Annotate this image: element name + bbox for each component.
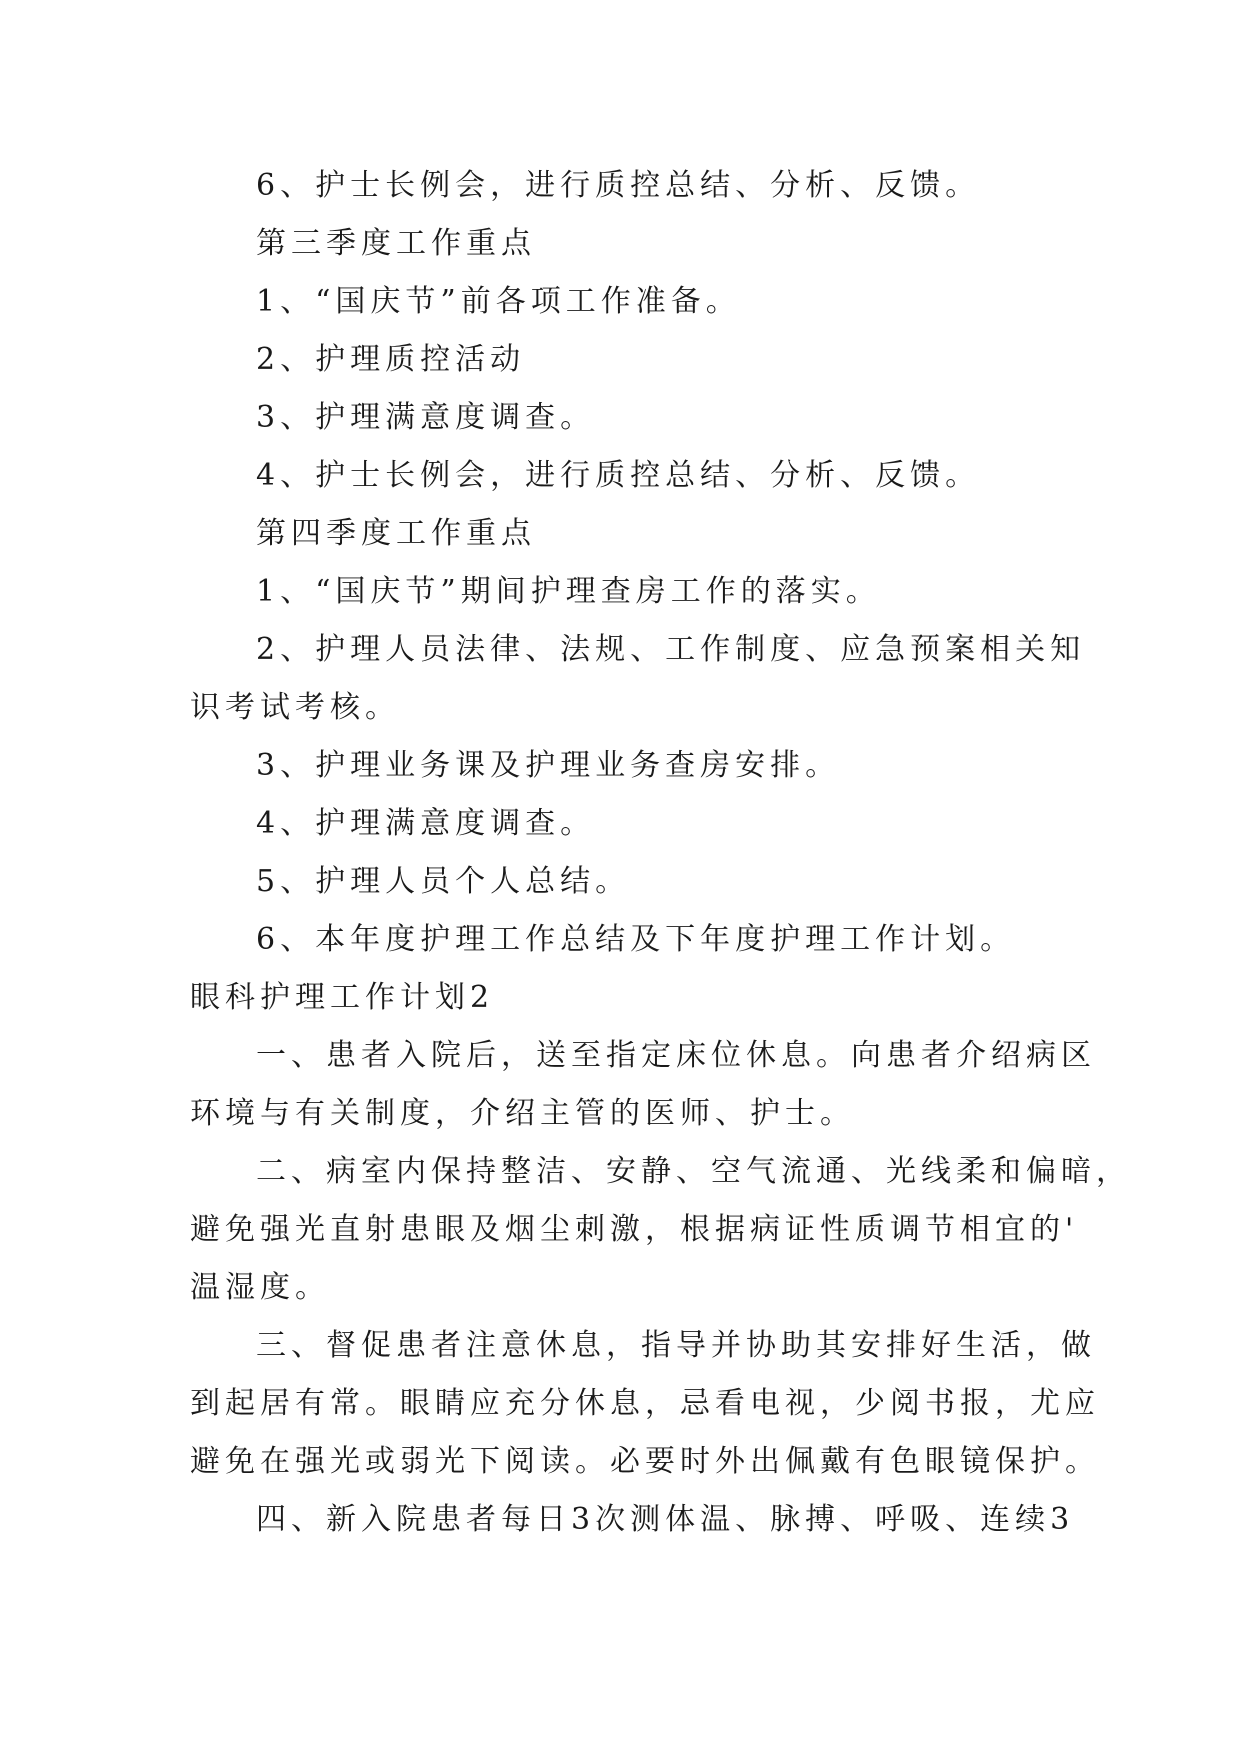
text-line: 四、新入院患者每日3次测体温、脉搏、呼吸、连续3: [256, 1502, 1075, 1537]
document-title: 眼科护理工作计划2: [190, 980, 495, 1015]
text-line: 5、护理人员个人总结。: [256, 864, 631, 899]
section-heading: 第三季度工作重点: [256, 226, 536, 261]
text-line: 2、护理人员法律、法规、工作制度、应急预案相关知: [256, 632, 1086, 667]
text-line: 避免强光直射患眼及烟尘刺激，根据病证性质调节相宜的': [190, 1212, 1079, 1247]
text-line: 三、督促患者注意休息，指导并协助其安排好生活，做: [256, 1328, 1096, 1363]
text-line: 环境与有关制度，介绍主管的医师、护士。: [190, 1096, 855, 1131]
text-line: 识考试考核。: [190, 690, 400, 725]
text-line: 二、病室内保持整洁、安静、空气流通、光线柔和偏暗，: [256, 1154, 1131, 1189]
text-line: 1、“国庆节”前各项工作准备。: [256, 284, 741, 319]
text-line: 3、护理业务课及护理业务查房安排。: [256, 748, 841, 783]
text-line: 6、本年度护理工作总结及下年度护理工作计划。: [256, 922, 1016, 957]
text-line: 2、护理质控活动: [256, 342, 526, 377]
text-line: 到起居有常。眼睛应充分休息，忌看电视，少阅书报，尤应: [190, 1386, 1100, 1421]
text-line: 温湿度。: [190, 1270, 330, 1305]
section-heading: 第四季度工作重点: [256, 516, 536, 551]
text-line: 1、“国庆节”期间护理查房工作的落实。: [256, 574, 881, 609]
text-line: 一、患者入院后，送至指定床位休息。向患者介绍病区: [256, 1038, 1096, 1073]
text-line: 6、护士长例会，进行质控总结、分析、反馈。: [256, 168, 981, 203]
text-line: 3、护理满意度调查。: [256, 400, 596, 435]
text-line: 避免在强光或弱光下阅读。必要时外出佩戴有色眼镜保护。: [190, 1444, 1100, 1479]
text-line: 4、护士长例会，进行质控总结、分析、反馈。: [256, 458, 981, 493]
text-line: 4、护理满意度调查。: [256, 806, 596, 841]
